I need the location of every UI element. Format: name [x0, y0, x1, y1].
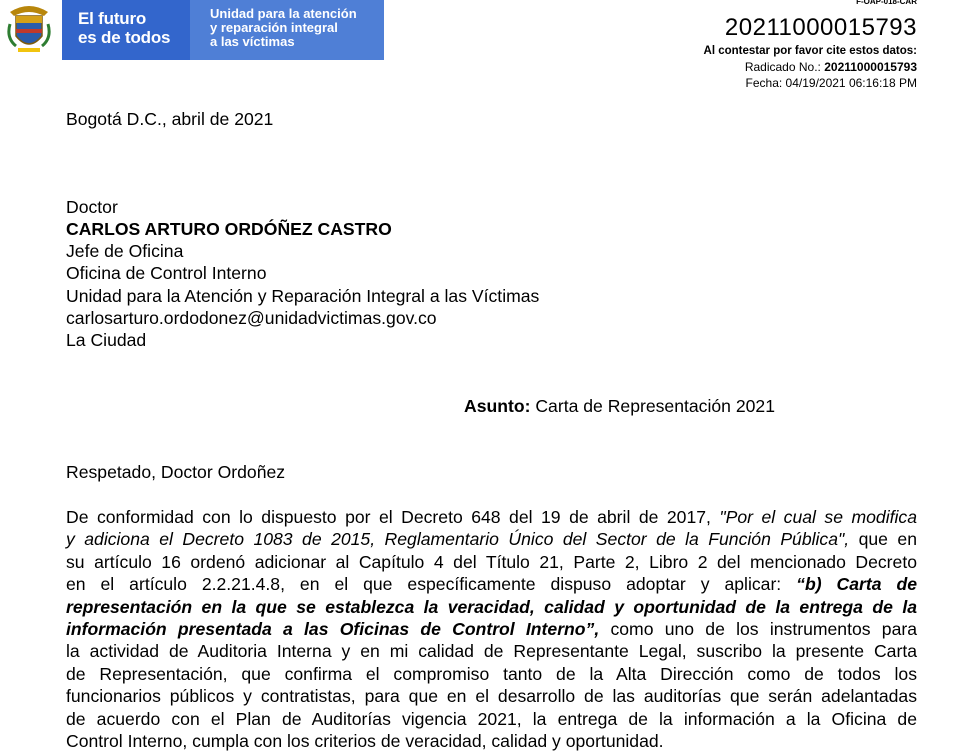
recipient-entity: Unidad para la Atención y Reparación Integral a las Víctimas: [66, 286, 540, 306]
entity-line-3: a las víctimas: [210, 34, 295, 49]
body-paragraph: [66, 506, 917, 752]
header-logos: [0, 0, 384, 60]
radicado-line: [745, 60, 917, 74]
cite-notice: Al contestar por favor cite estos datos:: [703, 45, 917, 57]
body-line: [66, 528, 917, 550]
body-line: [66, 573, 917, 595]
brand-line-2: es de todos: [78, 28, 171, 47]
brand-line-1: El futuro: [78, 9, 147, 28]
body-text: en el artículo 2.2.21.4.8, en el que específicamente dispuso adoptar y aplicar:: [66, 574, 797, 595]
coat-of-arms-icon: [0, 0, 60, 60]
decree-title-italic: y adiciona el Decreto 1083 de 2015, Reglamentario Único del Sector de la Función Pública",: [66, 529, 850, 550]
subject-text: Carta de Representación 2021: [535, 396, 775, 416]
subject-line: [464, 396, 775, 417]
body-line: de acuerdo con el Plan de Auditorías vigencia 2021, la entrega de la información a la Oficina de: [66, 708, 917, 729]
radicado-value: 20211000015793: [824, 60, 917, 74]
body-line: su artículo 16 ordenó adicionar al Capítulo 4 del Título 21, Parte 2, Libro 2 del mencionado Decreto: [66, 551, 917, 572]
decree-title-italic: "Por el cual se modifica: [719, 507, 917, 527]
place-date: Bogotá D.C., abril de 2021: [66, 109, 274, 129]
entity-line-2: y reparación integral: [210, 20, 338, 35]
recipient-name: CARLOS ARTURO ORDÓÑEZ CASTRO: [66, 219, 392, 239]
form-code: F-OAP-018-CAR: [856, 0, 917, 6]
body-line: [66, 596, 917, 618]
recipient-email: carlosarturo.ordodonez@unidadvictimas.gov.co: [66, 308, 437, 328]
recipient-position: Jefe de Oficina: [66, 241, 184, 261]
entity-line-1: Unidad para la atención: [210, 6, 357, 21]
quoted-bold-italic: “b) Carta de: [796, 574, 917, 595]
body-text: como uno de los instrumentos para: [599, 618, 918, 639]
body-line: de Representación, que confirma el compromiso tanto de la Alta Dirección como de todos los: [66, 663, 917, 684]
body-text: De conformidad con lo dispuesto por el Decreto 648 del 19 de abril de 2017,: [66, 507, 720, 527]
entity-block: [190, 0, 384, 60]
body-line: Control Interno, cumpla con los criterios de veracidad, calidad y oportunidad.: [66, 730, 664, 751]
body-line: [66, 618, 917, 640]
radicado-label: Radicado No.:: [744, 60, 821, 74]
recipient-office: Oficina de Control Interno: [66, 263, 267, 283]
radicado-date: Fecha: 04/19/2021 06:16:18 PM: [745, 76, 917, 90]
body-line: [66, 506, 917, 528]
body-text: que en: [849, 529, 917, 550]
quoted-bold-italic: información presentada a las Oficinas de Control Interno”,: [66, 618, 600, 639]
subject-label: Asunto:: [464, 396, 531, 416]
brand-block: [62, 0, 190, 60]
recipient-title: Doctor: [66, 197, 118, 217]
greeting: Respetado, Doctor Ordoñez: [66, 462, 286, 482]
body-line: la actividad de Auditoria Interna y en mi calidad de Representante Legal, suscribo la presente Carta: [66, 641, 917, 662]
body-line: funcionarios públicos y contratistas, para que en el desarrollo de las auditorías que serán adelantadas: [66, 686, 917, 707]
recipient-city: La Ciudad: [66, 330, 147, 350]
radicado-number: 20211000015793: [724, 14, 917, 41]
quoted-bold-italic: representación en la que se establezca la veracidad, calidad y oportunidad de la entrega de la: [66, 596, 917, 617]
